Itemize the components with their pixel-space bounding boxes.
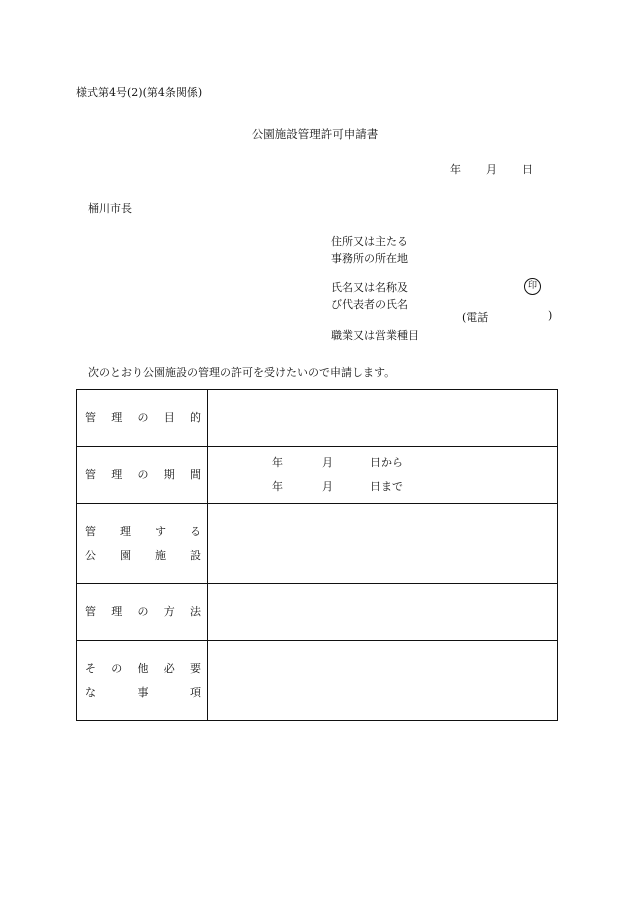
period-from-suffix: 日から: [370, 456, 403, 469]
label-char: 園: [120, 548, 131, 562]
purpose-value[interactable]: [208, 390, 558, 447]
label-char: 理: [111, 411, 123, 424]
label-char: 項: [190, 685, 201, 699]
applicant-block: [331, 233, 408, 313]
phone-close-paren: ): [548, 309, 553, 322]
label-char: 公: [85, 548, 96, 562]
label-char: 設: [190, 548, 201, 562]
period-to-year: 年: [272, 480, 283, 493]
label-char: 要: [190, 661, 201, 675]
facility-label-line1: [77, 520, 207, 544]
addressee: 桶川市長: [88, 202, 132, 215]
label-char: の: [111, 661, 123, 675]
address-label-line2: 事務所の所在地: [331, 252, 408, 265]
label-char: そ: [85, 661, 96, 675]
date-day-label: 日: [522, 163, 533, 176]
phone-label: (電話: [462, 311, 489, 324]
facility-row: [77, 504, 558, 584]
intro-text: 次のとおり公園施設の管理の許可を受けたいので申請します。: [88, 366, 396, 379]
other-value[interactable]: [208, 641, 558, 721]
period-label-line: [77, 463, 207, 487]
seal-mark: 印: [524, 278, 541, 295]
label-char: 法: [190, 605, 201, 618]
label-char: 管: [85, 605, 96, 618]
purpose-label-line: [77, 406, 207, 430]
label-char: す: [155, 524, 166, 538]
label-char: 事: [137, 685, 149, 699]
label-char: る: [190, 524, 201, 538]
name-label-line2: び代表者の氏名: [331, 298, 408, 311]
label-char: 理: [120, 524, 131, 538]
period-to: [272, 475, 557, 499]
other-label-line1: [77, 657, 207, 681]
other-label: [77, 641, 208, 721]
period-row: [77, 447, 558, 504]
purpose-label: [77, 390, 208, 447]
period-value[interactable]: [208, 447, 558, 504]
application-table: [76, 389, 558, 721]
label-char: 施: [155, 548, 166, 562]
label-char: 他: [137, 661, 149, 675]
label-char: の: [137, 468, 149, 481]
label-char: 方: [163, 605, 175, 618]
period-to-month: 月: [322, 480, 333, 493]
label-char: 目: [163, 411, 175, 424]
method-label-line: [77, 600, 207, 624]
label-char: 必: [163, 661, 175, 675]
label-char: 管: [85, 411, 96, 424]
label-char: 管: [85, 524, 96, 538]
other-row: [77, 641, 558, 721]
period-from-month: 月: [322, 456, 333, 469]
facility-label-line2: [77, 544, 207, 568]
occupation-label: 職業又は営業種目: [331, 329, 419, 342]
period-from: [272, 451, 557, 475]
date-year-label: 年: [450, 163, 461, 176]
period-to-suffix: 日まで: [370, 480, 403, 493]
name-label-line1: 氏名又は名称及: [331, 281, 408, 294]
facility-label: [77, 504, 208, 584]
label-char: な: [85, 685, 96, 699]
other-label-line2: [77, 681, 207, 705]
period-label: [77, 447, 208, 504]
label-char: 理: [111, 605, 123, 618]
form-number: 様式第4号(2)(第4条関係): [76, 86, 203, 99]
purpose-row: [77, 390, 558, 447]
label-char: 期: [163, 468, 175, 481]
method-label: [77, 584, 208, 641]
facility-value[interactable]: [208, 504, 558, 584]
period-from-year: 年: [272, 456, 283, 469]
date-month-label: 月: [486, 163, 497, 176]
method-row: [77, 584, 558, 641]
document-title: 公園施設管理許可申請書: [251, 127, 379, 141]
label-char: 的: [190, 411, 201, 424]
method-value[interactable]: [208, 584, 558, 641]
label-char: の: [137, 411, 149, 424]
label-char: 間: [190, 468, 201, 481]
label-char: の: [137, 605, 149, 618]
address-label-line1: 住所又は主たる: [331, 235, 408, 248]
period-fields: [208, 451, 557, 499]
label-char: 管: [85, 468, 96, 481]
label-char: 理: [111, 468, 123, 481]
